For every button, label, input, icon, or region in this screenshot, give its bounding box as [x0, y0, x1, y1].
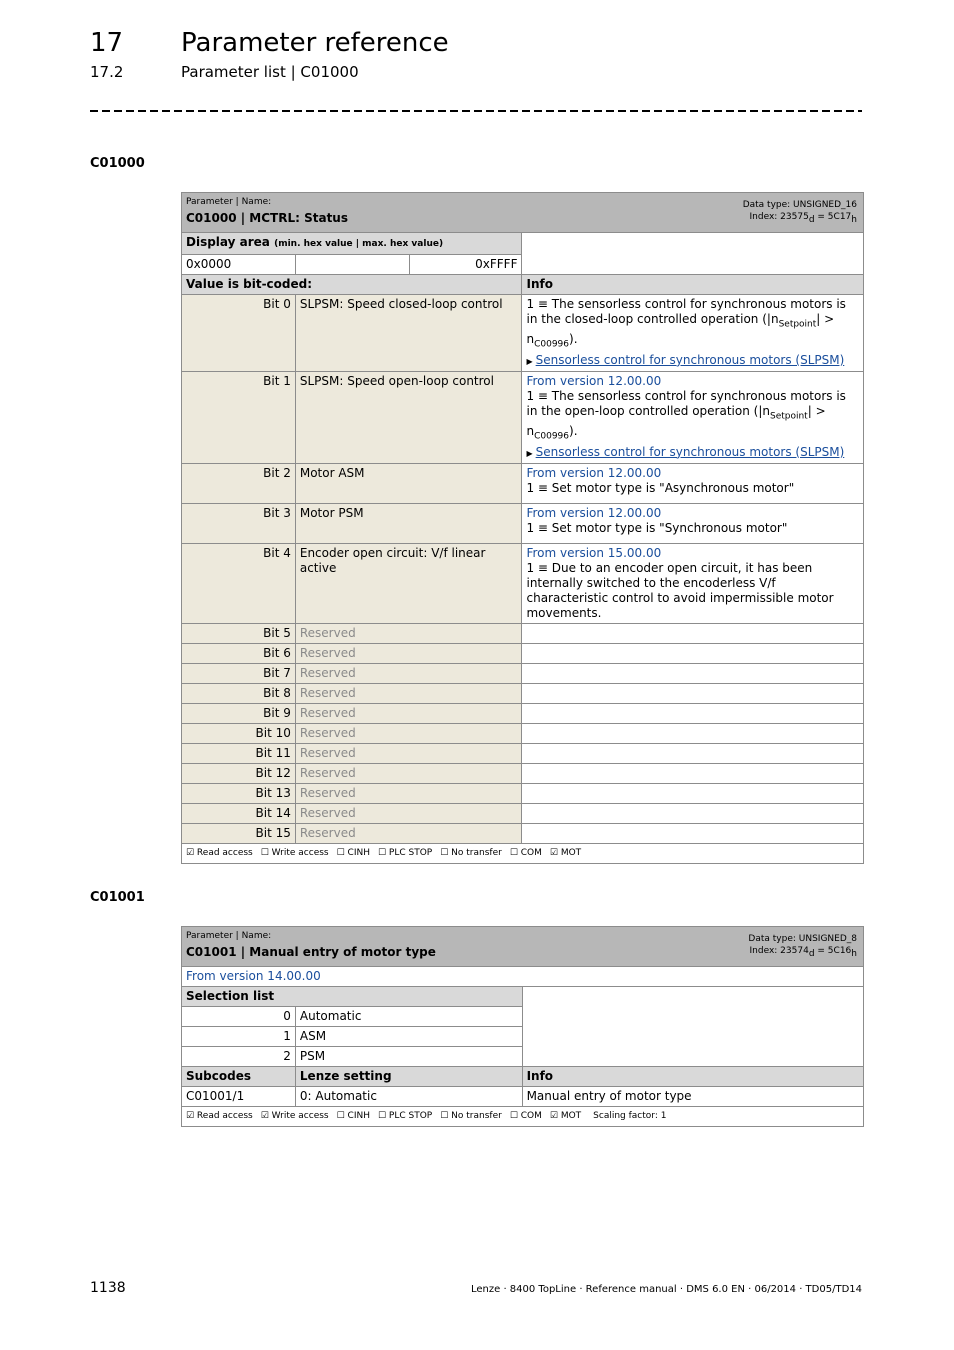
subcodes-label: Subcodes [182, 1067, 296, 1087]
selection-label: Automatic [295, 1007, 522, 1027]
max-value: 0xFFFF [409, 255, 522, 275]
index: Index: $23575_d = 5C17_h$ [749, 212, 857, 225]
bit-label: Bit 8 [182, 683, 296, 703]
bit-info [522, 623, 864, 643]
info-label: Info [522, 275, 864, 295]
reserved-label: Reserved [295, 723, 522, 743]
bit-label: Bit 12 [182, 763, 296, 783]
page-footer: Lenze · 8400 TopLine · Reference manual · DMS 6.0 EN · 06/2014 · TD05/TD14 [470, 1284, 862, 1295]
reserved-label: Reserved [295, 823, 522, 843]
c01001-heading: C01001 [90, 890, 145, 905]
subcode: C01001/1 [182, 1087, 296, 1107]
bit-description: Motor PSM [295, 503, 522, 543]
access-flags: ☑ Read access ☑ Write access ☐ CINH ☐ PLC STOP ☐ No transfer ☐ COM ☑ MOT Scaling factor: 1 [182, 1107, 864, 1127]
version-note: From version 12.00.00 [526, 505, 662, 520]
selection-value: 2 [182, 1047, 296, 1067]
param-label: Parameter | Name: [186, 197, 272, 207]
reserved-label: Reserved [295, 643, 522, 663]
selection-label: ASM [295, 1027, 522, 1047]
bit-description: SLPSM: Speed closed-loop control [295, 295, 522, 372]
bit-info: From version 12.00.00 1 ≡ Set motor type is "Asynchronous motor" [522, 463, 864, 503]
reserved-label: Reserved [295, 683, 522, 703]
dashed-divider [90, 110, 862, 112]
bit-info [522, 823, 864, 843]
lenze-setting: 0: Automatic [295, 1087, 522, 1107]
bit-info: From version 12.00.00 1 ≡ The sensorless control for synchronous motors is in the open-loop controlled operation $(|n_{Setpoint}| > n_{C00996})$. ▶ Sensorless control for synchronous motors (SLPSM) [522, 371, 864, 463]
bit-label: Bit 7 [182, 663, 296, 683]
bit-info [522, 743, 864, 763]
bit-info [522, 723, 864, 743]
section-title: Parameter list | C01000 [181, 63, 359, 81]
slpsm-link[interactable]: Sensorless control for synchronous motors (SLPSM) [535, 444, 845, 459]
bit-label: Bit 6 [182, 643, 296, 663]
bit-label: Bit 10 [182, 723, 296, 743]
bit-label: Bit 13 [182, 783, 296, 803]
blank-cell [295, 255, 409, 275]
min-value: 0x0000 [182, 255, 296, 275]
selection-blank [522, 987, 863, 1067]
bit-info [522, 783, 864, 803]
triangle-right-icon: ▶ [526, 448, 533, 458]
page-number: 1138 [90, 1280, 126, 1296]
display-area-blank [522, 233, 864, 275]
selection-value: 1 [182, 1027, 296, 1047]
version-note: From version 12.00.00 [526, 373, 662, 388]
bit-info [522, 643, 864, 663]
c01001-table [181, 926, 864, 1127]
bit-label: Bit 11 [182, 743, 296, 763]
reserved-label: Reserved [295, 743, 522, 763]
bit-description: Motor ASM [295, 463, 522, 503]
version-note: From version 15.00.00 [526, 545, 662, 560]
bit-info [522, 663, 864, 683]
section-number: 17.2 [90, 63, 124, 81]
bit-label: Bit 14 [182, 803, 296, 823]
param-name: C01001 | Manual entry of motor type [186, 945, 436, 959]
selection-value: 0 [182, 1007, 296, 1027]
bit-label: Bit 15 [182, 823, 296, 843]
access-flags: ☑ Read access ☐ Write access ☐ CINH ☐ PLC STOP ☐ No transfer ☐ COM ☑ MOT [182, 843, 864, 863]
bit-info [522, 703, 864, 723]
bit-info [522, 683, 864, 703]
data-type: Data type: UNSIGNED_16 [742, 200, 857, 210]
bit-info [522, 763, 864, 783]
data-type-block [743, 199, 857, 226]
reserved-label: Reserved [295, 783, 522, 803]
version-note: From version 14.00.00 [182, 967, 864, 987]
bit-label: Bit 5 [182, 623, 296, 643]
param-label: Parameter | Name: [186, 931, 272, 941]
c01000-table [181, 192, 864, 864]
c01001-header [182, 927, 864, 967]
bit-label: Bit 2 [182, 463, 296, 503]
bit-info: From version 15.00.00 1 ≡ Due to an encoder open circuit, it has been internally switched to the encoderless V/f characteristic control to avoid impermissible motor movements. [522, 543, 864, 623]
triangle-right-icon: ▶ [526, 356, 533, 366]
bit-label: Bit 9 [182, 703, 296, 723]
index: Index: $23574_d = 5C16_h$ [749, 946, 857, 959]
bit-description: SLPSM: Speed open-loop control [295, 371, 522, 463]
bit-label: Bit 3 [182, 503, 296, 543]
bit-label: Bit 0 [182, 295, 296, 372]
bit-info: From version 12.00.00 1 ≡ Set motor type is "Synchronous motor" [522, 503, 864, 543]
param-name: C01000 | MCTRL: Status [186, 211, 348, 225]
bit-description: Encoder open circuit: V/f linear active [295, 543, 522, 623]
subcode-info: Manual entry of motor type [522, 1087, 863, 1107]
bit-label: Bit 4 [182, 543, 296, 623]
reserved-label: Reserved [295, 703, 522, 723]
selection-label: PSM [295, 1047, 522, 1067]
reserved-label: Reserved [295, 663, 522, 683]
reserved-label: Reserved [295, 623, 522, 643]
bit-info [522, 803, 864, 823]
selection-list-label: Selection list [182, 987, 523, 1007]
display-area-label: Display area (min. hex value | max. hex value) [182, 233, 522, 255]
chapter-title: Parameter reference [181, 28, 449, 58]
data-type: Data type: UNSIGNED_8 [748, 934, 857, 944]
reserved-label: Reserved [295, 763, 522, 783]
c01000-header [182, 193, 864, 233]
bitcoded-label: Value is bit-coded: [182, 275, 522, 295]
reserved-label: Reserved [295, 803, 522, 823]
data-type-block [748, 933, 857, 960]
slpsm-link[interactable]: Sensorless control for synchronous motors (SLPSM) [535, 352, 845, 367]
lenze-setting-label: Lenze setting [295, 1067, 522, 1087]
bit-label: Bit 1 [182, 371, 296, 463]
bit-info: 1 ≡ The sensorless control for synchronous motors is in the closed-loop controlled operation $(|n_{Setpoint}| > n_{C00996})$. ▶ Sensorless control for synchronous motors (SLPSM) [522, 295, 864, 372]
info-label: Info [522, 1067, 863, 1087]
chapter-number: 17 [90, 28, 124, 58]
c01000-heading: C01000 [90, 156, 145, 171]
version-note: From version 12.00.00 [526, 465, 662, 480]
